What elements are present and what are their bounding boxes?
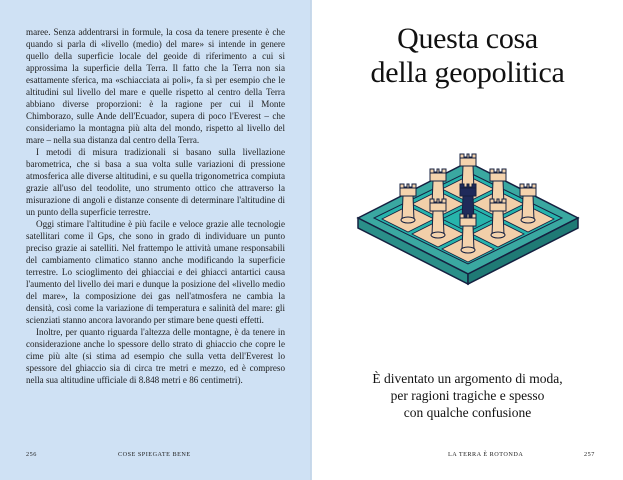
- paragraph: maree. Senza addentrarsi in formule, la cosa da tenere presente è che quando si parla di «livello (medio) del mare» si intende in genere quello della superficie locale del geoide di riferimento a cui si approssima la superficie della Terra. Il fatto che la Terra non sia esattamente sferica, ma «schiacciata ai poli», fa sì per esempio che le altitudini sul livello del mare e quelle rispetto al centro della Terra abbiano diverse proporzioni: è la ragione per cui il Monte Chimborazo, sulle Ande dell'Ecuador, supera di poco l'Everest – che consideriamo la montagna più alta del mondo, rispetto al livello del mare – nella sua distanza dal centro della Terra.: [26, 27, 285, 145]
- right-running-head: LA TERRA È ROTONDA: [448, 451, 524, 458]
- chapter-title-line: Questa cosa: [397, 22, 538, 55]
- chapter-subtitle-line: È diventato un argomento di moda,: [372, 371, 563, 386]
- chapter-subtitle: [312, 370, 623, 421]
- left-page-body: [26, 26, 285, 386]
- right-page: [312, 0, 623, 480]
- paragraph: Oggi stimare l'altitudine è più facile e veloce grazie alle tecnologie satellitari come il Gps, che sono in grado di individuare un punto preciso grazie ai satelliti. Nel frattempo le attività umane responsabili del cambiamento climatico stanno anche modificando la superficie terrestre. Lo scioglimento dei ghiacciai e dei ghiacci antartici causa l'aumento del livello dei mari e dunque la posizione del «livello medio del mare», la composizione dei gas nell'atmosfera ne cambia la densità, così come la variazione di temperatura e salinità del mare: gli scienziati stanno ancora lavorando per stimare bene questi effetti.: [26, 219, 285, 325]
- chapter-subtitle-line: con qualche confusione: [403, 405, 532, 420]
- chapter-subtitle-line: per ragioni tragiche e spesso: [390, 388, 545, 403]
- board-with-rook-pieces-icon: [354, 140, 582, 310]
- chapter-title-line: della geopolitica: [370, 56, 565, 89]
- paragraph: Inoltre, per quanto riguarda l'altezza delle montagne, è da tenere in considerazione anche lo spessore dello strato di ghiaccio che copre le cime più alte (si stima ad esempio che sulla vetta dell'Everest lo spessore del ghiaccio sia di circa tre metri e mezzo, ed è compreso nella sua altitudine ufficiale di 8.848 metri e 86 centimetri).: [26, 327, 285, 385]
- right-page-number: 257: [584, 451, 595, 458]
- paragraph: I metodi di misura tradizionali si basano sulla livellazione barometrica, che si basa a sua volta sulle variazioni di pressione atmosferica alle diverse altitudini, e su quella trigonometrica compiuta grazie all'uso del teodolite, uno strumento ottico che attraverso la misurazione di angoli e distanze consente di determinare l'altitudine di un punto della superficie terrestre.: [26, 147, 285, 217]
- left-page-number: 256: [26, 451, 37, 458]
- chapter-title: [312, 22, 623, 90]
- left-running-head: COSE SPIEGATE BENE: [118, 451, 191, 458]
